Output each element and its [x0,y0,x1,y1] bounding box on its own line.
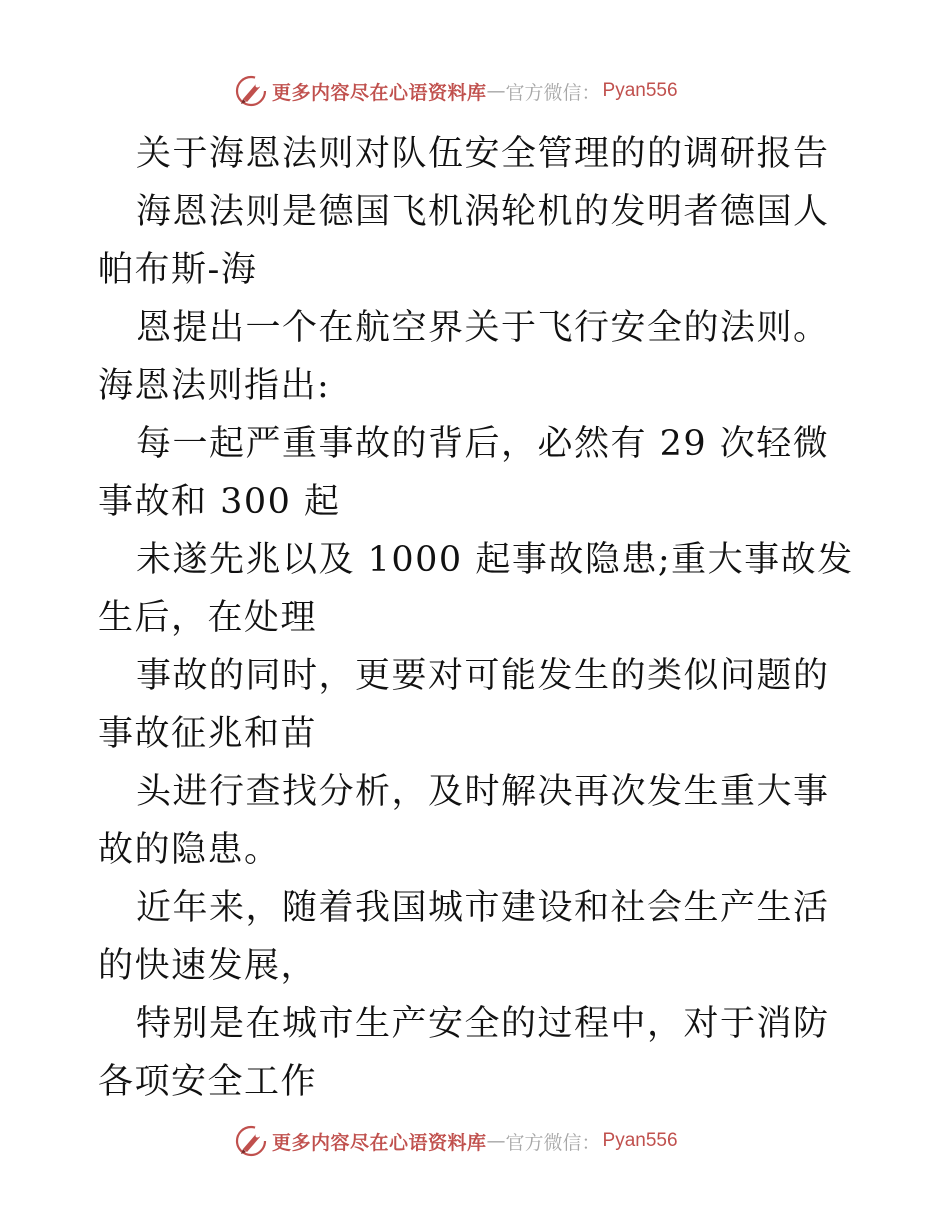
paragraph: 特别是在城市生产安全的过程中，对于消防各项安全工作 [98,1004,830,1102]
pen-logo-icon [234,74,268,108]
paragraph: 海恩法则是德国飞机涡轮机的发明者德国人帕布斯-海 [98,192,830,290]
report-title: 关于海恩法则对队伍安全管理的的调研报告 [136,134,830,174]
header-watermark [234,72,714,110]
banner-dash: — [486,80,506,102]
banner-wechat-id: Pyan556 [602,80,678,101]
paragraph: 近年来，随着我国城市建设和社会生产生活的快速发展， [98,888,830,986]
banner-wechat-id: Pyan556 [602,1130,678,1151]
paragraph: 头进行查找分析，及时解决再次发生重大事故的隐患。 [98,772,830,870]
pen-logo-icon [234,1124,268,1158]
paragraph: 未遂先兆以及 1000 起事故隐患;重大事故发生后，在处理 [98,540,854,638]
paragraph: 事故的同时，更要对可能发生的类似问题的事故征兆和苗 [98,656,830,754]
paragraph: 每一起严重事故的背后，必然有 29 次轻微事故和 300 起 [98,424,830,522]
paragraph: 恩提出一个在航空界关于飞行安全的法则。海恩法则指出: [98,308,830,406]
banner-dash: — [486,1130,506,1152]
banner-wechat-label: 官方微信： [505,81,601,104]
banner-wechat-label: 官方微信： [505,1131,601,1154]
banner-title: 更多内容尽在心语资料库 [272,81,487,104]
document-body [98,125,858,1111]
banner-title: 更多内容尽在心语资料库 [272,1131,487,1154]
footer-watermark [234,1122,714,1160]
